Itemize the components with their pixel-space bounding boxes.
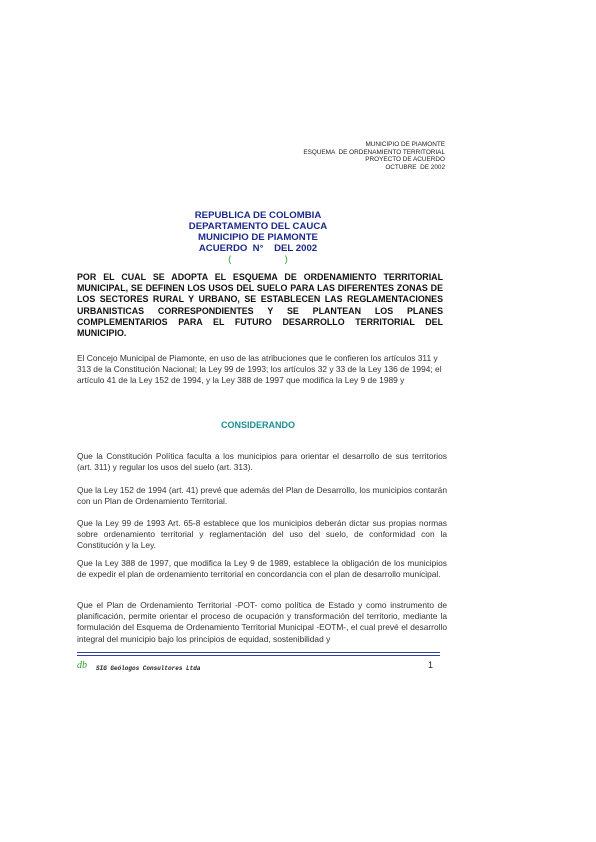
header-line: ESQUEMA DE ORDENAMIENTO TERRITORIAL	[303, 148, 445, 156]
acuerdo-number-paren: ( )	[228, 254, 288, 265]
considerando-paragraph: Que el Plan de Ordenamiento Territorial -POT- como política de Estado y como instrumento de planificación, permite orientar el proceso de ocupación y transformación del territorio, mediante la formulación del Esquema de Ordenamiento Territorial Municipal -EOTM-, el cual prevé el desarrollo integral del municipio bajo los principios de equidad, sostenibilidad y	[77, 600, 447, 644]
document-title	[0, 210, 516, 265]
considerando-heading: CONSIDERANDO	[220, 420, 295, 430]
acuerdo-summary: POR EL CUAL SE ADOPTA EL ESQUEMA DE ORDENAMIENTO TERRITORIAL MUNICIPAL, SE DEFINEN LOS USOS DEL SUELO PARA LAS DIFERENTES ZONAS DE LOS SECTORES RURAL Y URBANO, SE ESTABLECEN LAS REGLAMENTACIONES URBANISTICAS CORRESPONDIENTES Y SE PLANTEAN LOS PLANES COMPLEMENTARIOS PARA EL FUTURO DESARROLLO TERRITORIAL DEL MUNICIPIO.	[77, 272, 443, 339]
page-number: 1	[428, 660, 434, 670]
footer-divider	[77, 652, 440, 653]
header-line: MUNICIPIO DE PIAMONTE	[365, 141, 445, 148]
title-line: MUNICIPIO DE PIAMONTE	[198, 232, 318, 243]
considerando-paragraph: Que la Constitución Política faculta a los municipios para orientar el desarrollo de sus territorios (art. 311) y regular los usos del suelo (art. 313).	[77, 451, 447, 473]
intro-paragraph: El Concejo Municipal de Piamonte, en uso de las atribuciones que le confieren los artículos 311 y 313 de la Constitución Nacional; la Ley 99 de 1993; los artículos 32 y 33 de la Ley 136 de 1994; el artículo 41 de la Ley 152 de 1994, y la Ley 388 de 1997 que modifica la Ley 9 de 1989 y	[77, 353, 442, 385]
considerando-paragraph: Que la Ley 152 de 1994 (art. 41) prevé que además del Plan de Desarrollo, los municipios contarán con un Plan de Ordenamiento Territorial.	[77, 485, 447, 507]
company-name: SIG Geólogos Consultores Ltda	[96, 665, 201, 672]
document-header	[303, 141, 445, 171]
header-line: OCTUBRE DE 2002	[385, 163, 445, 171]
considerando-paragraph: Que la Ley 388 de 1997, que modifica la Ley 9 de 1989, establece la obligación de los municipios de expedir el plan de ordenamiento territorial en concordancia con el plan de desarrollo municipal.	[77, 558, 447, 580]
footer-divider	[77, 655, 440, 656]
considerando-paragraph: Que la Ley 99 de 1993 Art. 65-8 establece que los municipios deberán dictar sus propias normas sobre ordenamiento territorial y reglamentación del uso del suelo, de conformidad con la Constitución y la Ley.	[77, 518, 447, 551]
title-line: REPUBLICA DE COLOMBIA	[194, 210, 322, 221]
title-line: ACUERDO N° DEL 2002	[198, 243, 318, 254]
title-line: DEPARTAMENTO DEL CAUCA	[188, 221, 328, 232]
header-line: PROYECTO DE ACUERDO	[365, 156, 445, 164]
company-logo: db	[77, 660, 87, 671]
